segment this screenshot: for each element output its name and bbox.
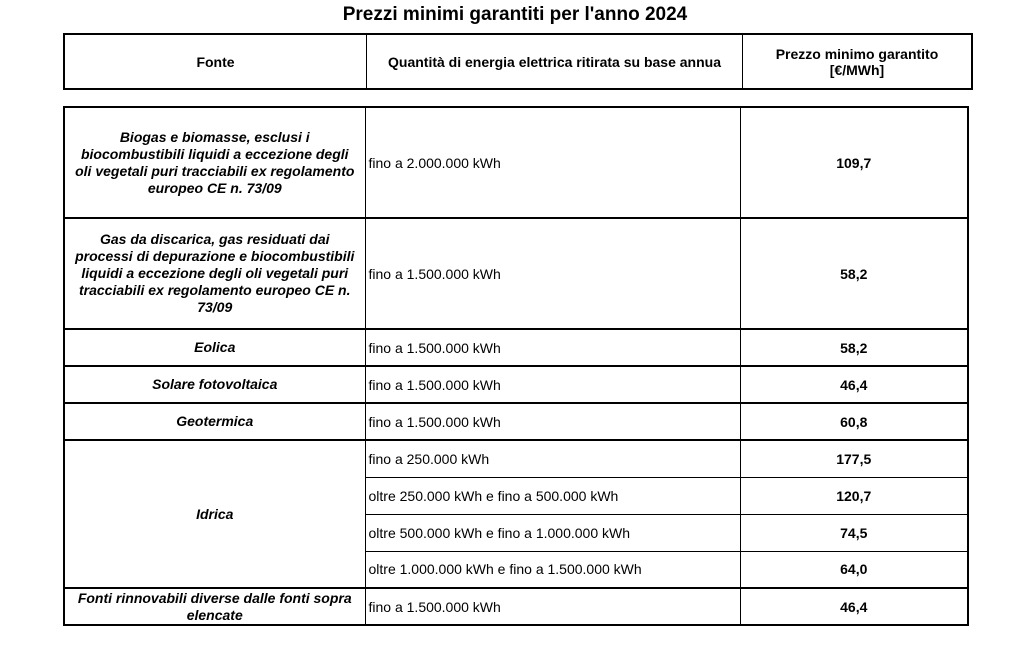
- price-cell: 58,2: [740, 329, 968, 366]
- table-row: [64, 329, 968, 366]
- quantity-cell: fino a 250.000 kWh: [365, 440, 740, 477]
- header-table: [63, 33, 973, 90]
- quantity-cell: oltre 250.000 kWh e fino a 500.000 kWh: [365, 477, 740, 514]
- table-row: [64, 218, 968, 329]
- quantity-cell: fino a 1.500.000 kWh: [365, 588, 740, 625]
- header-row: [64, 34, 972, 89]
- price-cell: 60,8: [740, 403, 968, 440]
- header-source: Fonte: [64, 34, 367, 89]
- quantity-cell: fino a 1.500.000 kWh: [365, 366, 740, 403]
- page-title: Prezzi minimi garantiti per l'anno 2024: [342, 4, 688, 25]
- price-cell: 64,0: [740, 551, 968, 588]
- source-cell: Eolica: [64, 329, 365, 366]
- source-cell: Fonti rinnovabili diverse dalle fonti sopra elencate: [64, 588, 365, 625]
- table-row: [64, 403, 968, 440]
- quantity-cell: fino a 1.500.000 kWh: [365, 218, 740, 329]
- price-cell: 74,5: [740, 514, 968, 551]
- source-cell: Idrica: [64, 440, 365, 588]
- price-cell: 120,7: [740, 477, 968, 514]
- price-cell: 109,7: [740, 107, 968, 218]
- table-row: [64, 366, 968, 403]
- source-cell: Biogas e biomasse, esclusi i biocombustibili liquidi a eccezione degli oli vegetali puri tracciabili ex regolamento europeo CE n. 73/09: [64, 107, 365, 218]
- source-cell: Solare fotovoltaica: [64, 366, 365, 403]
- price-table: [63, 106, 969, 626]
- table-row: [64, 440, 968, 477]
- quantity-cell: fino a 2.000.000 kWh: [365, 107, 740, 218]
- source-cell: Gas da discarica, gas residuati dai processi di depurazione e biocombustibili liquidi a eccezione degli oli vegetali puri tracciabili ex regolamento europeo CE n. 73/09: [64, 218, 365, 329]
- header-price-unit: [€/MWh]: [829, 61, 885, 78]
- table-row: [64, 588, 968, 625]
- price-cell: 177,5: [740, 440, 968, 477]
- header-price: [743, 34, 973, 89]
- price-cell: 58,2: [740, 218, 968, 329]
- header-price-label: Prezzo minimo garantito: [775, 45, 939, 62]
- header-quantity: Quantità di energia elettrica ritirata su base annua: [367, 34, 743, 89]
- source-cell: Geotermica: [64, 403, 365, 440]
- quantity-cell: fino a 1.500.000 kWh: [365, 403, 740, 440]
- quantity-cell: oltre 500.000 kWh e fino a 1.000.000 kWh: [365, 514, 740, 551]
- price-cell: 46,4: [740, 588, 968, 625]
- quantity-cell: oltre 1.000.000 kWh e fino a 1.500.000 kWh: [365, 551, 740, 588]
- table-row: [64, 107, 968, 218]
- price-cell: 46,4: [740, 366, 968, 403]
- quantity-cell: fino a 1.500.000 kWh: [365, 329, 740, 366]
